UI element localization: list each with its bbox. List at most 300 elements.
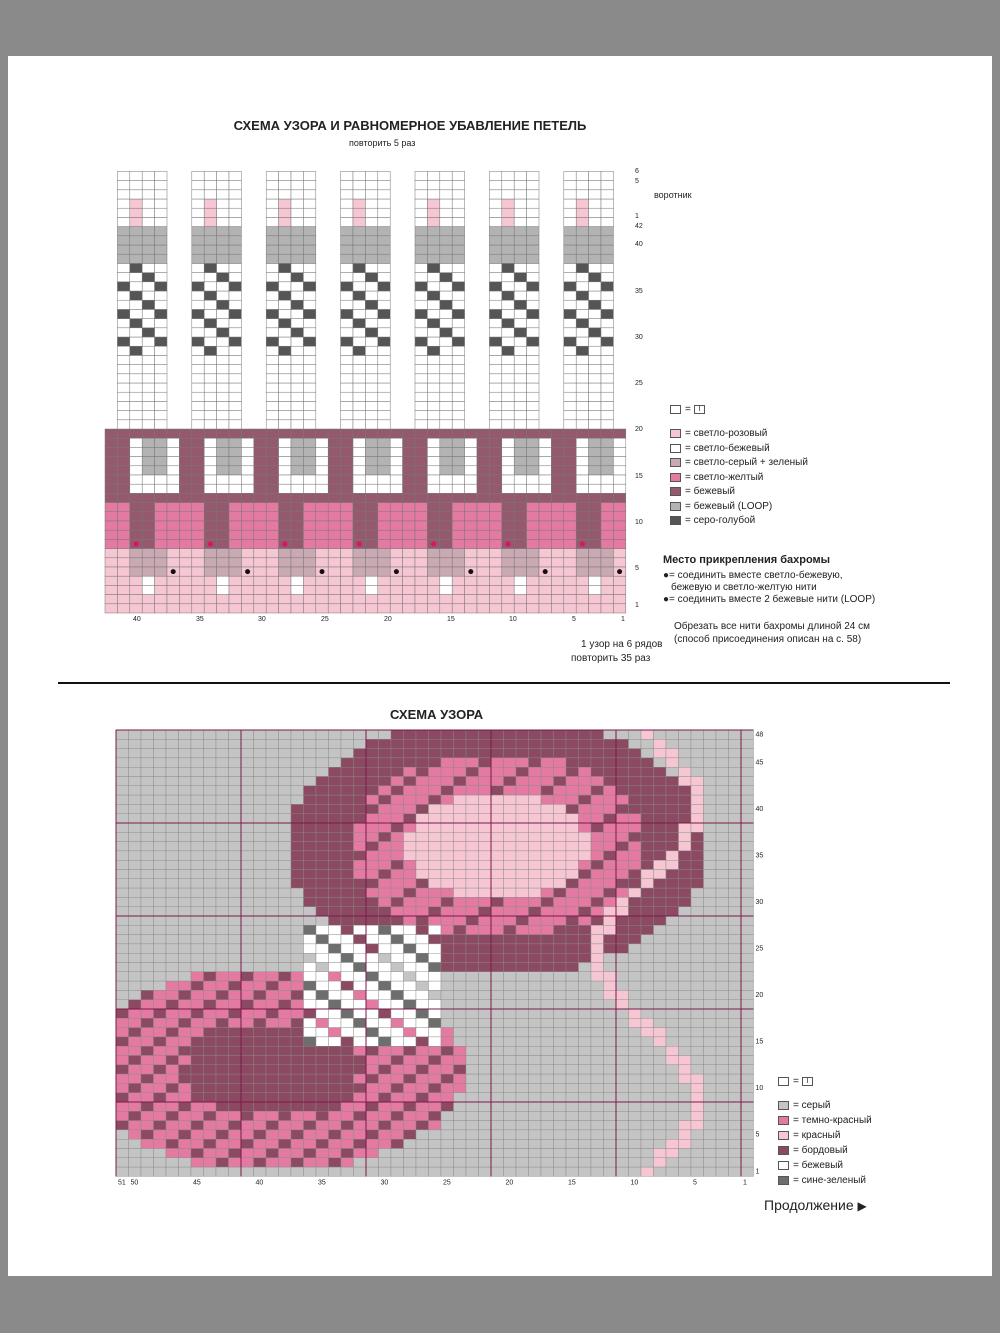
legend-label: = сине-зеленый [793, 1175, 867, 1186]
chart-cell [303, 512, 315, 521]
chart-cell [279, 493, 291, 502]
chart-cell [216, 795, 229, 804]
chart-cell [291, 539, 303, 548]
chart-cell [329, 814, 342, 823]
chart-cell [254, 1009, 267, 1018]
chart-cell [217, 383, 229, 392]
chart-cell [729, 953, 742, 962]
chart-cell [579, 832, 592, 841]
chart-cell [192, 199, 204, 208]
chart-cell [204, 953, 217, 962]
chart-cell [291, 558, 303, 567]
color-swatch [670, 444, 681, 453]
chart-cell [378, 328, 390, 337]
chart-cell [551, 530, 563, 539]
chart-cell [266, 823, 279, 832]
chart-cell [192, 558, 204, 567]
chart-cell [491, 1046, 504, 1055]
chart-cell [329, 1149, 342, 1158]
chart-cell [129, 879, 142, 888]
chart-cell [229, 795, 242, 804]
chart-cell [316, 916, 329, 925]
chart-cell [204, 1102, 217, 1111]
chart-cell [541, 823, 554, 832]
chart-cell [654, 1000, 667, 1009]
chart-cell [130, 438, 142, 447]
chart-cell [416, 832, 429, 841]
chart-cell [266, 521, 278, 530]
chart-cell [155, 530, 167, 539]
chart-cell [254, 1121, 267, 1130]
chart-cell [541, 786, 554, 795]
chart-cell [416, 1111, 429, 1120]
chart-cell [117, 227, 129, 236]
chart-cell [254, 777, 267, 786]
chart-cell [589, 282, 601, 291]
chart-cell [551, 558, 563, 567]
chart-cell [591, 1130, 604, 1139]
chart-cell [179, 604, 191, 613]
chart-cell [141, 1037, 154, 1046]
chart-cell [341, 1028, 354, 1037]
chart-cell [155, 227, 167, 236]
chart-cell [341, 1009, 354, 1018]
chart-cell [479, 972, 492, 981]
chart-cell [379, 1037, 392, 1046]
chart-cell [576, 365, 588, 374]
chart-cell [391, 739, 404, 748]
chart-cell [589, 521, 601, 530]
chart-cell [729, 1000, 742, 1009]
chart-cell [229, 907, 242, 916]
chart-cell [254, 814, 267, 823]
chart-cell [241, 1121, 254, 1130]
chart-cell [142, 521, 154, 530]
chart-cell [141, 1130, 154, 1139]
chart-cell [554, 758, 567, 767]
chart-cell [454, 749, 467, 758]
chart-cell [141, 1000, 154, 1009]
chart-cell [666, 1102, 679, 1111]
chart-cell [579, 935, 592, 944]
chart-cell [679, 804, 692, 813]
chart-cell [441, 739, 454, 748]
chart-cell [404, 1009, 417, 1018]
chart-cell [604, 1083, 617, 1092]
chart-cell [241, 1018, 254, 1027]
chart-cell [304, 944, 317, 953]
chart-cell [564, 484, 576, 493]
chart-cell [564, 383, 576, 392]
chart-cell [741, 851, 754, 860]
chart-cell [353, 401, 365, 410]
chart-cell [365, 604, 377, 613]
chart-cell [741, 1111, 754, 1120]
chart-cell [191, 1158, 204, 1167]
chart-cell [576, 199, 588, 208]
chart-cell [541, 916, 554, 925]
chart-cell [616, 981, 629, 990]
chart-cell [192, 457, 204, 466]
chart-cell [129, 972, 142, 981]
chart-cell [629, 804, 642, 813]
chart-cell [266, 309, 278, 318]
chart-cell [354, 777, 367, 786]
chart-cell [279, 383, 291, 392]
chart-cell [166, 981, 179, 990]
chart-cell [353, 263, 365, 272]
chart-cell [279, 567, 291, 576]
chart-cell [489, 503, 501, 512]
chart-cell [304, 749, 317, 758]
chart-cell [241, 1046, 254, 1055]
chart-cell [365, 328, 377, 337]
chart-cell [604, 944, 617, 953]
chart-cell [502, 567, 514, 576]
continue-label[interactable] [764, 1197, 867, 1213]
chart-cell [429, 1139, 442, 1148]
chart-cell [166, 953, 179, 962]
chart-cell [167, 521, 179, 530]
chart-cell [141, 739, 154, 748]
chart-cell [404, 823, 417, 832]
chart-cell [601, 300, 613, 309]
chart-cell [130, 208, 142, 217]
chart-cell [217, 273, 229, 282]
chart-cell [427, 466, 439, 475]
chart-cell [440, 595, 452, 604]
chart-cell [291, 832, 304, 841]
chart-cell [141, 990, 154, 999]
chart-cell [192, 337, 204, 346]
chart-cell [341, 337, 353, 346]
chart-cell [404, 777, 417, 786]
chart-cell [566, 981, 579, 990]
chart-cell [241, 549, 253, 558]
color-swatch [670, 487, 681, 496]
row-number: 10 [755, 1084, 764, 1092]
chart-cell [441, 1149, 454, 1158]
chart-cell [427, 392, 439, 401]
chart-cell [266, 879, 279, 888]
chart-cell [154, 1046, 167, 1055]
chart-cell [616, 795, 629, 804]
chart-cell [429, 888, 442, 897]
chart-cell [591, 739, 604, 748]
chart-cell [303, 595, 315, 604]
chart-cell [604, 888, 617, 897]
chart-cell [502, 576, 514, 585]
chart-cell [154, 1130, 167, 1139]
chart-cell [454, 1093, 467, 1102]
chart-cell [666, 739, 679, 748]
chart-cell [429, 851, 442, 860]
chart-cell [502, 604, 514, 613]
chart-cell [516, 777, 529, 786]
chart-cell [654, 823, 667, 832]
chart-cell [429, 1000, 442, 1009]
legend-item [670, 501, 772, 512]
chart-cell [491, 1074, 504, 1083]
chart-cell [427, 328, 439, 337]
chart-cell [514, 309, 526, 318]
chart-cell [479, 990, 492, 999]
chart-cell [303, 438, 315, 447]
chart-cell [629, 860, 642, 869]
chart-cell [254, 576, 266, 585]
legend-label: = бежевый [793, 1160, 844, 1171]
chart-cell [679, 1139, 692, 1148]
chart-cell [441, 1139, 454, 1148]
chart-cell [454, 870, 467, 879]
chart-cell [679, 777, 692, 786]
chart-cell [604, 730, 617, 739]
chart-cell [579, 1028, 592, 1037]
chart-cell [341, 1074, 354, 1083]
chart-cell [166, 730, 179, 739]
chart-cell [304, 1093, 317, 1102]
chart-cell [391, 1083, 404, 1092]
chart-cell [589, 429, 601, 438]
chart-cell [404, 860, 417, 869]
chart-cell [116, 851, 129, 860]
chart-cell [179, 897, 192, 906]
chart-cell [541, 963, 554, 972]
chart-cell [576, 208, 588, 217]
chart-cell [679, 842, 692, 851]
chart-cell [729, 823, 742, 832]
chart-cell [514, 374, 526, 383]
chart-cell [217, 300, 229, 309]
chart-cell [616, 758, 629, 767]
chart-cell [741, 860, 754, 869]
chart-cell [166, 1000, 179, 1009]
chart-cell [365, 549, 377, 558]
chart-cell [514, 530, 526, 539]
chart-cell [354, 1037, 367, 1046]
chart-cell [141, 953, 154, 962]
chart-cell [291, 383, 303, 392]
chart-cell [576, 383, 588, 392]
chart-cell [117, 503, 129, 512]
chart-cell [477, 558, 489, 567]
chart-cell [192, 447, 204, 456]
chart-cell [204, 1130, 217, 1139]
chart-cell [353, 181, 365, 190]
chart-cell [629, 953, 642, 962]
chart-cell [579, 814, 592, 823]
chart-cell [641, 795, 654, 804]
chart-cell [479, 953, 492, 962]
chart-cell [229, 273, 241, 282]
chart-cell [390, 521, 402, 530]
chart-cell [716, 963, 729, 972]
chart-cell [341, 777, 354, 786]
chart-cell [741, 1028, 754, 1037]
chart-cell [254, 1158, 267, 1167]
chart-cell [415, 208, 427, 217]
legend-label: = светло-розовый [685, 428, 768, 439]
chart-cell [415, 245, 427, 254]
chart-cell [341, 530, 353, 539]
chart-cell [429, 758, 442, 767]
chart-cell [591, 1093, 604, 1102]
chart-cell [379, 1018, 392, 1027]
chart-cell [429, 832, 442, 841]
chart-cell [117, 254, 129, 263]
chart-cell [616, 1167, 629, 1176]
chart-cell [116, 786, 129, 795]
chart-cell [179, 1111, 192, 1120]
chart-cell [105, 576, 117, 585]
chart-cell [365, 411, 377, 420]
chart-cell [254, 549, 266, 558]
chart-cell [641, 1102, 654, 1111]
chart-cell [527, 493, 539, 502]
chart-cell [654, 795, 667, 804]
chart-cell [465, 595, 477, 604]
chart-cell [229, 1028, 242, 1037]
chart-cell [654, 1018, 667, 1027]
chart-cell [504, 860, 517, 869]
chart-cell [591, 804, 604, 813]
chart-cell [329, 1102, 342, 1111]
chart-cell [204, 990, 217, 999]
chart-cell [479, 879, 492, 888]
chart-cell [716, 767, 729, 776]
chart-cell [441, 860, 454, 869]
chart-cell [416, 1130, 429, 1139]
chart-cell [365, 319, 377, 328]
chart-cell [629, 870, 642, 879]
chart-cell [502, 263, 514, 272]
chart-cell [241, 429, 253, 438]
legend-item [670, 486, 735, 497]
chart-cell [154, 767, 167, 776]
chart-cell [641, 823, 654, 832]
chart-cell [579, 777, 592, 786]
chart-cell [516, 1158, 529, 1167]
chart-cell [404, 749, 417, 758]
chart-cell [154, 916, 167, 925]
chart-cell [341, 429, 353, 438]
chart-cell [142, 245, 154, 254]
chart-cell [166, 832, 179, 841]
chart-cell [440, 576, 452, 585]
chart-cell [564, 355, 576, 364]
chart-cell [291, 512, 303, 521]
chart-cell [266, 842, 279, 851]
chart-cell [613, 549, 625, 558]
chart-cell [204, 475, 216, 484]
chart-cell [192, 429, 204, 438]
chart-cell [489, 227, 501, 236]
chart-cell [154, 1139, 167, 1148]
chart-cell [179, 916, 192, 925]
chart-cell [529, 1056, 542, 1065]
chart-cell [716, 842, 729, 851]
chart-cell [691, 1121, 704, 1130]
top-key-empty: = I [670, 404, 705, 415]
chart-cell [316, 786, 329, 795]
chart-cell [504, 1093, 517, 1102]
chart-cell [179, 870, 192, 879]
chart-cell [167, 585, 179, 594]
chart-cell [441, 925, 454, 934]
chart-cell [641, 1065, 654, 1074]
chart-cell [341, 1167, 354, 1176]
chart-cell [516, 1074, 529, 1083]
chart-cell [465, 512, 477, 521]
chart-cell [629, 907, 642, 916]
chart-cell [529, 730, 542, 739]
chart-cell [328, 438, 340, 447]
chart-cell [539, 521, 551, 530]
chart-cell [191, 1028, 204, 1037]
chart-cell [329, 1093, 342, 1102]
chart-cell [539, 457, 551, 466]
chart-cell [378, 346, 390, 355]
chart-cell [241, 749, 254, 758]
chart-cell [502, 291, 514, 300]
chart-cell [117, 447, 129, 456]
chart-cell [415, 475, 427, 484]
chart-cell [129, 870, 142, 879]
chart-cell [566, 963, 579, 972]
chart-cell [129, 767, 142, 776]
chart-cell [415, 447, 427, 456]
chart-cell [415, 429, 427, 438]
chart-cell [452, 199, 464, 208]
chart-cell [629, 981, 642, 990]
chart-cell [716, 814, 729, 823]
chart-cell [502, 199, 514, 208]
chart-cell [529, 804, 542, 813]
chart-cell [691, 1046, 704, 1055]
chart-cell [716, 795, 729, 804]
chart-cell [291, 254, 303, 263]
chart-cell [654, 1111, 667, 1120]
chart-cell [454, 1111, 467, 1120]
chart-cell [666, 1009, 679, 1018]
chart-cell [341, 484, 353, 493]
chart-cell [504, 1102, 517, 1111]
chart-cell [679, 795, 692, 804]
chart-cell [527, 521, 539, 530]
chart-cell [129, 1009, 142, 1018]
chart-cell [216, 832, 229, 841]
chart-cell [204, 972, 217, 981]
chart-cell [504, 916, 517, 925]
chart-cell [427, 503, 439, 512]
chart-cell [479, 925, 492, 934]
chart-cell [204, 530, 216, 539]
chart-cell [613, 521, 625, 530]
chart-cell [167, 493, 179, 502]
chart-cell [403, 475, 415, 484]
chart-cell [116, 814, 129, 823]
chart-cell [353, 217, 365, 226]
chart-cell [354, 1167, 367, 1176]
chart-cell [429, 795, 442, 804]
chart-cell [589, 328, 601, 337]
chart-cell [354, 1056, 367, 1065]
chart-cell [192, 328, 204, 337]
chart-cell [489, 466, 501, 475]
chart-cell [489, 199, 501, 208]
chart-cell [466, 1000, 479, 1009]
chart-cell [604, 860, 617, 869]
